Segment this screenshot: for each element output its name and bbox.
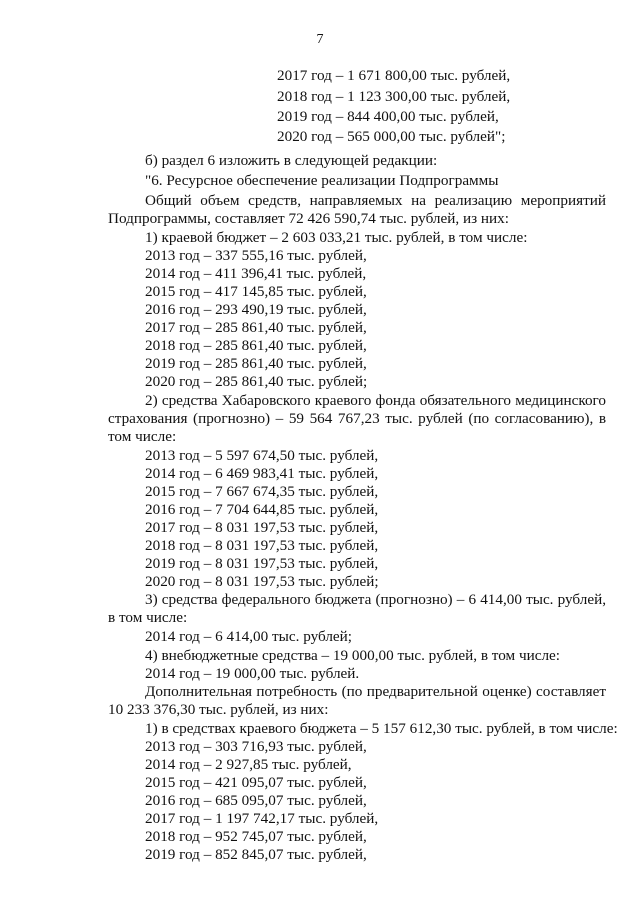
- federal-heading-line-1: 3) средства федерального бюджета (прогнозно) – 6 414,00 тыс. рублей,: [145, 591, 606, 608]
- insurance-year-2019: 2019 год – 8 031 197,53 тыс. рублей,: [145, 555, 379, 572]
- additional-year-2016: 2016 год – 685 095,07 тыс. рублей,: [145, 792, 367, 809]
- regional-budget-heading: 1) краевой бюджет – 2 603 033,21 тыс. рублей, в том числе:: [145, 229, 528, 246]
- instruction-line: б) раздел 6 изложить в следующей редакции:: [145, 152, 438, 169]
- regional-year-2016: 2016 год – 293 490,19 тыс. рублей,: [145, 301, 367, 318]
- additional-year-2013: 2013 год – 303 716,93 тыс. рублей,: [145, 738, 367, 755]
- insurance-heading-line-1: 2) средства Хабаровского краевого фонда обязательного медицинского: [145, 392, 606, 409]
- insurance-heading-line-3: том числе:: [108, 428, 177, 445]
- general-paragraph-line-2: Подпрограммы, составляет 72 426 590,74 тыс. рублей, из них:: [108, 210, 509, 227]
- general-paragraph-line-1: Общий объем средств, направляемых на реализацию мероприятий: [145, 192, 606, 209]
- insurance-year-2017: 2017 год – 8 031 197,53 тыс. рублей,: [145, 519, 379, 536]
- insurance-year-2018: 2018 год – 8 031 197,53 тыс. рублей,: [145, 537, 379, 554]
- insurance-heading-line-2: страхования (прогнозно) – 59 564 767,23 тыс. рублей (по согласованию), в: [108, 410, 606, 427]
- additional-year-2019: 2019 год – 852 845,07 тыс. рублей,: [145, 846, 367, 863]
- insurance-year-2020: 2020 год – 8 031 197,53 тыс. рублей;: [145, 573, 379, 590]
- additional-heading: 1) в средствах краевого бюджета – 5 157 612,30 тыс. рублей, в том числе:: [145, 720, 618, 737]
- top-line-2020: 2020 год – 565 000,00 тыс. рублей";: [277, 128, 506, 145]
- additional-paragraph-line-1: Дополнительная потребность (по предварительной оценке) составляет: [145, 683, 606, 700]
- regional-year-2017: 2017 год – 285 861,40 тыс. рублей,: [145, 319, 367, 336]
- additional-year-2018: 2018 год – 952 745,07 тыс. рублей,: [145, 828, 367, 845]
- regional-year-2014: 2014 год – 411 396,41 тыс. рублей,: [145, 265, 367, 282]
- insurance-year-2014: 2014 год – 6 469 983,41 тыс. рублей,: [145, 465, 379, 482]
- extrabudget-year-2014: 2014 год – 19 000,00 тыс. рублей.: [145, 665, 360, 682]
- additional-year-2014: 2014 год – 2 927,85 тыс. рублей,: [145, 756, 352, 773]
- insurance-year-2013: 2013 год – 5 597 674,50 тыс. рублей,: [145, 447, 379, 464]
- additional-paragraph-line-2: 10 233 376,30 тыс. рублей, из них:: [108, 701, 329, 718]
- regional-year-2020: 2020 год – 285 861,40 тыс. рублей;: [145, 373, 368, 390]
- extrabudget-heading: 4) внебюджетные средства – 19 000,00 тыс. рублей, в том числе:: [145, 647, 560, 664]
- top-line-2018: 2018 год – 1 123 300,00 тыс. рублей,: [277, 88, 511, 105]
- regional-year-2018: 2018 год – 285 861,40 тыс. рублей,: [145, 337, 367, 354]
- regional-year-2013: 2013 год – 337 555,16 тыс. рублей,: [145, 247, 367, 264]
- federal-heading-line-2: в том числе:: [108, 609, 188, 626]
- additional-year-2017: 2017 год – 1 197 742,17 тыс. рублей,: [145, 810, 379, 827]
- federal-year-2014: 2014 год – 6 414,00 тыс. рублей;: [145, 628, 353, 645]
- additional-year-2015: 2015 год – 421 095,07 тыс. рублей,: [145, 774, 367, 791]
- top-line-2017: 2017 год – 1 671 800,00 тыс. рублей,: [277, 67, 511, 84]
- section-title: "6. Ресурсное обеспечение реализации Подпрограммы: [145, 172, 499, 189]
- page-number: 7: [316, 32, 324, 47]
- top-line-2019: 2019 год – 844 400,00 тыс. рублей,: [277, 108, 499, 125]
- insurance-year-2016: 2016 год – 7 704 644,85 тыс. рублей,: [145, 501, 379, 518]
- regional-year-2015: 2015 год – 417 145,85 тыс. рублей,: [145, 283, 367, 300]
- insurance-year-2015: 2015 год – 7 667 674,35 тыс. рублей,: [145, 483, 379, 500]
- regional-year-2019: 2019 год – 285 861,40 тыс. рублей,: [145, 355, 367, 372]
